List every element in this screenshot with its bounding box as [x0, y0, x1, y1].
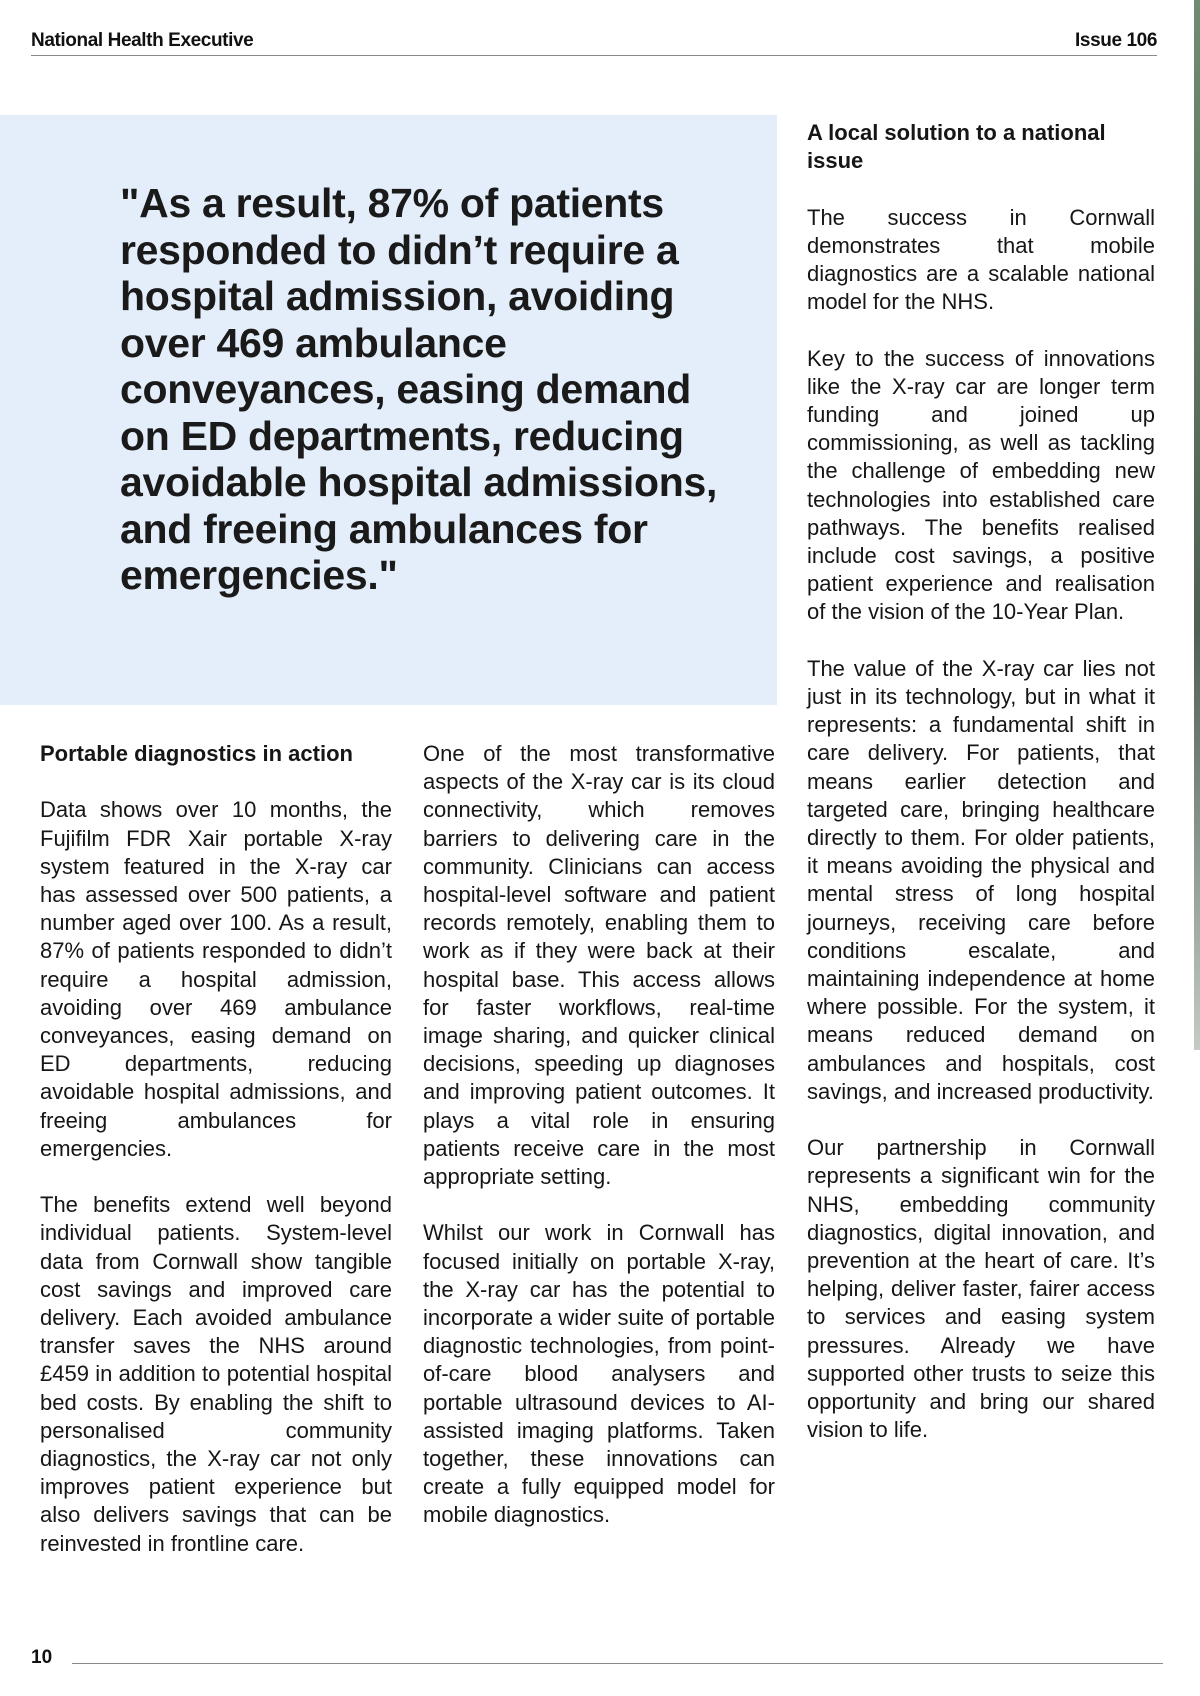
paragraph: One of the most transformative aspects of the X-ray car is its cloud connectivity, which removes barriers to delivering care in the community. Clinicians can access hospital-level software and patient records remotely, enabling them to work as if they were back at their hospital base. This access allows for faster workflows, real-time image sharing, and quicker clinical decisions, speeding up diagnoses and improving patient outcomes. It plays a vital role in ensuring patients receive care in the most appropriate setting.	[423, 741, 775, 1190]
paragraph: The success in Cornwall demonstrates that mobile diagnostics are a scalable national model for the NHS.	[807, 204, 1155, 315]
article-column-3	[807, 119, 1155, 1473]
paragraph: Data shows over 10 months, the Fujifilm FDR Xair portable X-ray system featured in the X-ray car has assessed over 500 patients, a number aged over 100. As a result, 87% of patients responded to didn’t require a hospital admission, avoiding over 469 ambulance conveyances, easing demand on ED departments, reducing avoidable hospital admissions, and freeing ambulances for emergencies.	[40, 797, 392, 1161]
section-heading-local-solution: A local solution to a national issue	[807, 120, 1106, 174]
paragraph: Our partnership in Cornwall represents a significant win for the NHS, embedding community diagnostics, digital innovation, and prevention at the heart of care. It’s helping, deliver faster, fairer access to services and easing system pressures. Already we have supported other trusts to seize this opportunity and bring our shared vision to life.	[807, 1135, 1155, 1443]
page-number: 10	[31, 1647, 53, 1668]
section-heading-portable-diagnostics: Portable diagnostics in action	[40, 741, 353, 766]
paragraph: The value of the X-ray car lies not just in its technology, but in what it represents: a fundamental shift in care delivery. For patients, that means earlier detection and targeted care, bringing healthcare directly to them. For older patients, it means avoiding the physical and mental stress of long hospital journeys, receiving care before conditions escalate, and maintaining independence at home where possible. For the system, it means reduced demand on ambulances and hospitals, cost savings, and increased productivity.	[807, 655, 1155, 1104]
pull-quote: "As a result, 87% of patients responded to didn’t require a hospital admission, avoiding over 469 ambulance conveyances, easing demand on ED departments, reducing avoidable hospital admissions, and freeing ambulances for emergencies."	[120, 180, 718, 598]
page-edge-strip	[1194, 0, 1200, 1050]
article-column-1	[40, 740, 392, 1586]
issue-number: Issue 106	[1075, 30, 1157, 51]
page-footer	[31, 1647, 1163, 1673]
article-column-2	[423, 740, 775, 1558]
paragraph: The benefits extend well beyond individual patients. System-level data from Cornwall show tangible cost savings and improved care delivery. Each avoided ambulance transfer saves the NHS around £459 in addition to potential hospital bed costs. By enabling the shift to personalised community diagnostics, the X-ray car not only improves patient experience but also delivers savings that can be reinvested in frontline care.	[40, 1192, 392, 1556]
paragraph: Whilst our work in Cornwall has focused initially on portable X-ray, the X-ray car has the potential to incorporate a wider suite of portable diagnostic technologies, from point-of-care blood analysers and portable ultrasound devices to AI-assisted imaging platforms. Taken together, these innovations can create a fully equipped model for mobile diagnostics.	[423, 1220, 775, 1528]
publication-name: National Health Executive	[31, 30, 254, 51]
pull-quote-box	[0, 115, 777, 705]
paragraph: Key to the success of innovations like the X-ray car are longer term funding and joined up commissioning, as well as tackling the challenge of embedding new technologies into established care pathways. The benefits realised include cost savings, a positive patient experience and realisation of the vision of the 10-Year Plan.	[807, 345, 1155, 625]
page-header	[31, 28, 1157, 56]
footer-divider	[72, 1663, 1163, 1664]
